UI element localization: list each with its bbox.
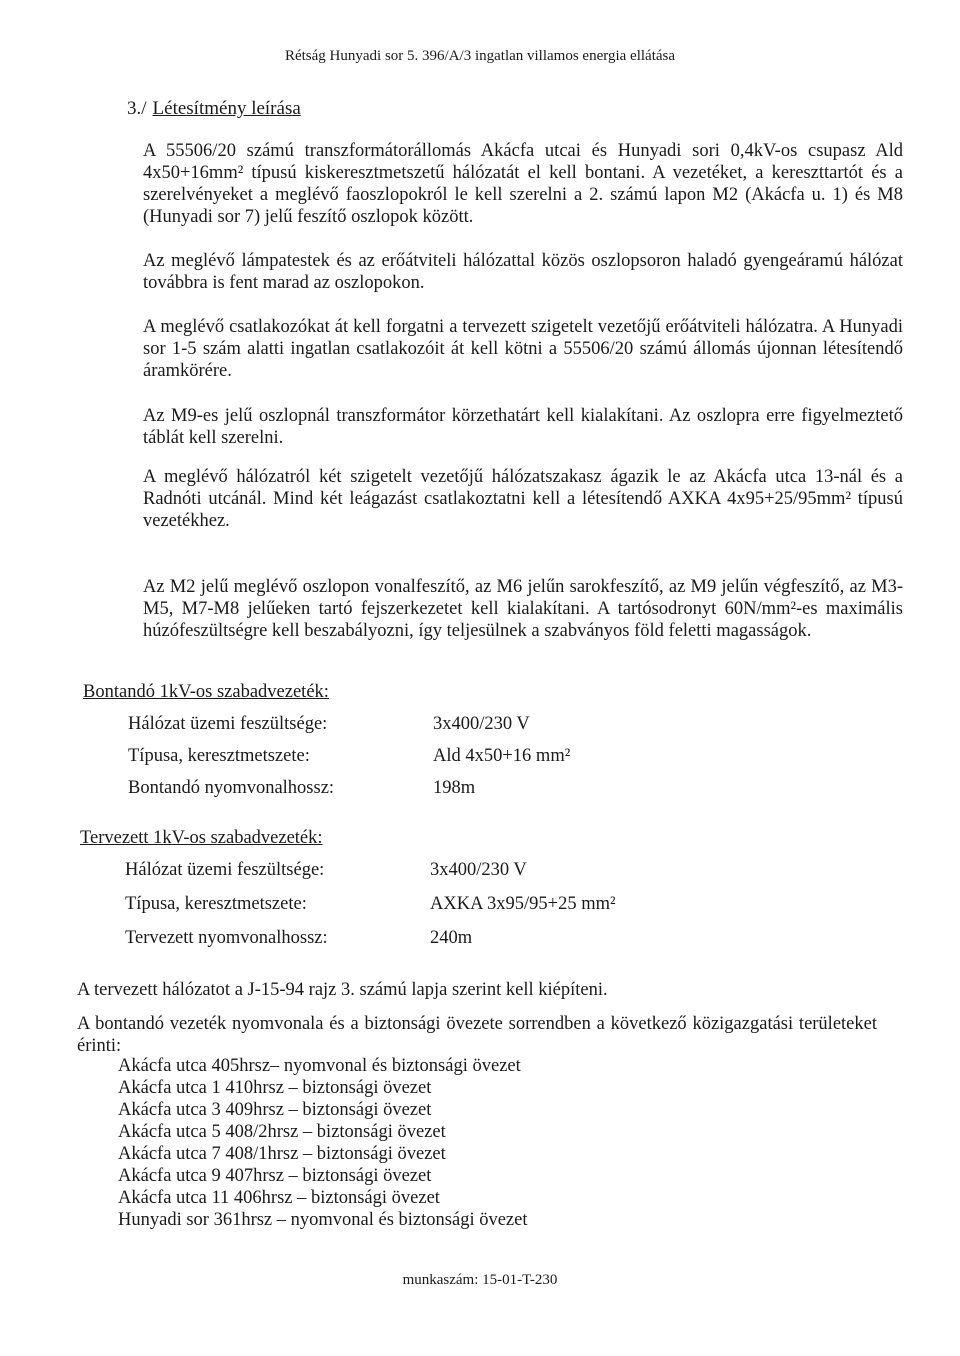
closing-line: A tervezett hálózatot a J-15-94 rajz 3. számú lapja szerint kell kiépíteni. (77, 980, 608, 1000)
spec-label: Típusa, keresztmetszete: (128, 746, 310, 766)
bontando-heading: Bontandó 1kV-os szabadvezeték: (83, 682, 329, 702)
list-item: Akácfa utca 3 409hrsz – biztonsági övezet (118, 1100, 432, 1120)
spec-value: AXKA 3x95/95+25 mm² (430, 894, 616, 914)
spec-value: Ald 4x50+16 mm² (433, 746, 571, 766)
section-number: 3./ (127, 98, 147, 119)
list-item: Akácfa utca 1 410hrsz – biztonsági övezet (118, 1078, 432, 1098)
tervezett-heading: Tervezett 1kV-os szabadvezeték: (80, 828, 323, 848)
paragraph-3: A meglévő csatlakozókat át kell forgatni a tervezett szigetelt vezetőjű erőátviteli hálózatra. A Hunyadi sor 1-5 szám alatti ingatlan csatlakozóit át kell kötni a 55506/20 számú állomás újonnan létesítendő áramkörére. (143, 317, 903, 381)
paragraph-4: Az M9-es jelű oszlopnál transzformátor körzethatárt kell kialakítani. Az oszlopra erre figyelmeztető táblát kell szerelni. (143, 406, 903, 448)
section-title-text: Létesítmény leírása (152, 98, 301, 119)
spec-label: Típusa, keresztmetszete: (125, 894, 307, 914)
list-item: Akácfa utca 9 407hrsz – biztonsági övezet (118, 1166, 432, 1186)
section-title (127, 98, 301, 120)
page-header: Rétság Hunyadi sor 5. 396/A/3 ingatlan villamos energia ellátása (284, 48, 676, 64)
spec-label: Tervezett nyomvonalhossz: (125, 928, 328, 948)
list-item: Akácfa utca 5 408/2hrsz – biztonsági övezet (118, 1122, 446, 1142)
paragraph-6: Az M2 jelű meglévő oszlopon vonalfeszítő, az M6 jelűn sarokfeszítő, az M9 jelűn végfeszítő, az M3-M5, M7-M8 jelűeken tartó fejszerkezetet kell kialakítani. A tartósodronyt 60N/mm²-es maximális húzófeszültségre kell beszabályozni, így teljesülnek a szabványos föld feletti magasságok. (143, 577, 903, 641)
paragraph-1: A 55506/20 számú transzformátorállomás Akácfa utcai és Hunyadi sori 0,4kV-os csupasz Ald 4x50+16mm² típusú kiskeresztmetszetű hálózatát el kell bontani. A vezetéket, a kereszttartót és a szerelvényeket a meglévő faoszlopokról le kell szerelni a 2. számú lapon M2 (Akácfa u. 1) és M8 (Hunyadi sor 7) jelű feszítő oszlopok között. (143, 141, 903, 227)
spec-value: 240m (430, 928, 473, 948)
spec-value: 198m (433, 778, 476, 798)
paragraph-2: Az meglévő lámpatestek és az erőátviteli hálózattal közös oszlopsoron haladó gyengeáramú hálózat továbbra is fent marad az oszlopokon. (143, 251, 903, 293)
spec-label: Hálózat üzemi feszültsége: (128, 714, 328, 734)
spec-value: 3x400/230 V (430, 860, 527, 880)
list-item: Hunyadi sor 361hrsz – nyomvonal és biztonsági övezet (118, 1210, 528, 1230)
paragraph-5: A meglévő hálózatról két szigetelt vezetőjű hálózatszakasz ágazik le az Akácfa utca 13-nál és a Radnóti utcánál. Mind két leágazást csatlakoztatni kell a létesítendő AXKA 4x95+25/95mm² típusú vezetékhez. (143, 467, 903, 531)
list-item: Akácfa utca 405hrsz– nyomvonal és biztonsági övezet (118, 1056, 521, 1076)
list-item: Akácfa utca 11 406hrsz – biztonsági övezet (118, 1188, 440, 1208)
areas-intro: A bontandó vezeték nyomvonala és a biztonsági övezete sorrendben a következő közigazgatási területeket érinti: (77, 1014, 877, 1056)
spec-label: Hálózat üzemi feszültsége: (125, 860, 325, 880)
areas-list (118, 1055, 527, 1231)
spec-label: Bontandó nyomvonalhossz: (128, 778, 335, 798)
work-number-footer: munkaszám: 15-01-T-230 (402, 1272, 558, 1288)
spec-value: 3x400/230 V (433, 714, 530, 734)
list-item: Akácfa utca 7 408/1hrsz – biztonsági övezet (118, 1144, 446, 1164)
